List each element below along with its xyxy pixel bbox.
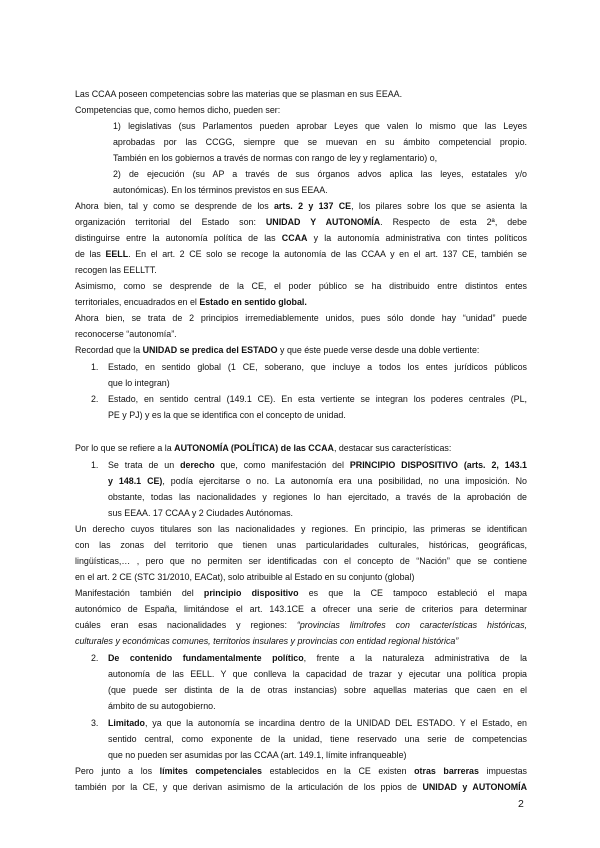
text-segment: , ya que la autonomía se incardina dentro de la UNIDAD DEL ESTADO. Y el Estado, en	[144, 718, 527, 728]
paragraph-line	[75, 102, 527, 118]
text-segment: UNIDAD Y AUTONOMÍA	[265, 217, 381, 227]
list-item-line	[108, 473, 527, 489]
text-segment: arts. 2 y 137 CE	[274, 201, 352, 211]
text-segment: Estado, en sentido global (1 CE, soberano, que incluye a todos los entes jurídicos públicos	[108, 362, 527, 372]
paragraph-line	[113, 166, 527, 182]
paragraph-line	[75, 198, 527, 214]
text-segment: Ahora bien, tal y como se desprende de los	[75, 201, 274, 211]
list-number: 1.	[91, 362, 99, 372]
text-segment: y que éste puede verse desde una doble vertiente:	[277, 345, 480, 355]
text-segment: UNIDAD y AUTONOMÍA	[422, 782, 527, 792]
text-segment: aprobadas por las CCGG, siempre que se muevan en su ámbito competencial propio.	[113, 137, 527, 147]
list-number: 2.	[91, 653, 99, 663]
text-segment: De contenido fundamentalmente político	[108, 653, 304, 663]
paragraph-line	[75, 262, 527, 278]
text-segment: , los pilares sobre los que se asienta la	[351, 201, 528, 211]
text-segment: sus EEAA. 17 CCAA y 2 Ciudades Autónomas.	[108, 508, 293, 518]
text-segment: que no pueden ser asumidas por las CCAA (art. 149.1, límite infranqueable)	[108, 750, 407, 760]
text-segment: otras barreras	[414, 766, 479, 776]
text-segment: derecho	[180, 460, 215, 470]
text-segment: Competencias que, como hemos dicho, pueden ser:	[75, 105, 281, 115]
paragraph-line	[75, 779, 527, 795]
list-item-line	[108, 505, 527, 521]
paragraph-line	[75, 230, 527, 246]
text-segment: Limitado	[108, 718, 145, 728]
paragraph-line	[75, 294, 527, 310]
text-segment: , podía ejercitarse o no. La autonomía era una posibilidad, no una imposición. No	[162, 476, 527, 486]
text-segment: . En el art. 2 CE solo se recoge la autonomía de las CCAA y en el art. 137 CE, también se	[128, 249, 527, 259]
text-segment: CCAA	[281, 233, 308, 243]
text-segment: distinguirse entre la autonomía política de las	[75, 233, 282, 243]
text-segment: AUTONOMÍA (POLÍTICA) de las CCAA	[174, 443, 334, 453]
paragraph-line	[75, 86, 527, 102]
text-segment: culturales y económicas comunes, territorios insulares y provincias con entidad regional histórica”	[75, 636, 459, 646]
text-segment: impuestas	[478, 766, 527, 776]
list-item-line	[108, 731, 527, 747]
list-number: 2.	[91, 394, 99, 404]
paragraph-line	[113, 134, 527, 150]
text-segment: Ahora bien, se trata de 2 principios irremediablemente unidos, pues sólo donde hay “unidad” puede	[75, 313, 527, 323]
text-segment: Se trata de un	[108, 460, 181, 470]
text-segment: EELL	[105, 249, 129, 259]
text-segment: UNIDAD se predica del ESTADO	[142, 345, 278, 355]
text-segment: PE y PJ) y es la que se identifica con el concepto de unidad.	[108, 410, 346, 420]
paragraph-line	[75, 633, 527, 649]
text-segment: reconocerse “autonomía”.	[75, 329, 177, 339]
paragraph-line	[75, 440, 527, 456]
text-segment: Por lo que se refiere a la	[75, 443, 175, 453]
paragraph-line	[75, 521, 527, 537]
text-segment: y la autonomía administrativa con tintes políticos	[307, 233, 527, 243]
list-item-line	[108, 650, 527, 666]
paragraph-line	[75, 569, 527, 585]
text-segment: principio dispositivo	[203, 588, 299, 598]
paragraph-line	[75, 763, 527, 779]
text-segment: Un derecho cuyos titulares son las nacionalidades y regiones. En principio, las primeras se identifican	[75, 524, 527, 534]
text-segment: en el art. 2 CE (STC 31/2010, EACat), solo atribuible al Estado en su conjunto (global)	[75, 572, 415, 582]
paragraph-line	[75, 537, 527, 553]
list-item-line	[108, 391, 527, 407]
text-segment: también por la CE, y que derivan asimismo de la articulación de los ppios de	[75, 782, 423, 792]
paragraph-line	[75, 310, 527, 326]
list-item-line	[108, 747, 527, 763]
text-segment: Estado en sentido global.	[199, 297, 307, 307]
text-segment: Asimismo, como se desprende de la CE, el poder público se ha distribuido entre distintos entes	[75, 281, 527, 291]
text-segment: ámbito de su autogobierno.	[108, 701, 216, 711]
text-segment: 2) de ejecución (su AP a través de sus órganos advos aplica las leyes, estatales y/o	[113, 169, 527, 179]
text-segment: , destacar sus características:	[333, 443, 452, 453]
list-number: 1.	[91, 460, 99, 470]
paragraph-line	[75, 585, 527, 601]
paragraph-line	[75, 601, 527, 617]
text-segment: También en los gobiernos a través de normas con rango de ley y reglamentario) o,	[113, 153, 438, 163]
text-segment: autonómicas). En los términos previstos en sus EEAA.	[113, 185, 328, 195]
text-segment: “provincias limítrofes con características históricas,	[296, 620, 527, 630]
text-segment: Recordad que la	[75, 345, 143, 355]
paragraph-line	[113, 182, 527, 198]
paragraph-line	[75, 326, 527, 342]
paragraph-line	[75, 278, 527, 294]
paragraph-line	[75, 342, 527, 358]
text-segment: y 148.1 CE)	[108, 476, 163, 486]
list-item-line	[108, 359, 527, 375]
paragraph-line	[75, 553, 527, 569]
text-segment: que lo integran)	[108, 378, 170, 388]
text-segment: territoriales, encuadrados en el	[75, 297, 200, 307]
text-segment: Estado, en sentido central (149.1 CE). En esta vertiente se integran los poderes centrales (PL,	[108, 394, 527, 404]
list-item-line	[108, 407, 527, 423]
page-number: 2	[518, 798, 524, 810]
text-segment: que, como manifestación del	[214, 460, 350, 470]
list-item-line	[108, 489, 527, 505]
list-item-line	[108, 715, 527, 731]
text-segment: de las	[75, 249, 106, 259]
text-segment: obstante, todas las nacionalidades y regiones lo han ejercitado, a través de la aprobación de	[108, 492, 527, 502]
text-segment: PRINCIPIO DISPOSITIVO (arts. 2, 143.1	[349, 460, 527, 470]
list-number: 3.	[91, 718, 99, 728]
list-item-line	[108, 682, 527, 698]
text-segment: Pero junto a los	[75, 766, 160, 776]
text-segment: Manifestación también del	[75, 588, 204, 598]
text-segment: organización territorial del Estado son:	[75, 217, 266, 227]
list-item-line	[108, 375, 527, 391]
text-segment: establecidos en la CE existen	[261, 766, 415, 776]
text-segment: , frente a la naturaleza administrativa de la	[303, 653, 527, 663]
text-segment: recogen las EELLTT.	[75, 265, 157, 275]
text-segment: cuáles eran esas nacionalidades y regiones:	[75, 620, 297, 630]
paragraph-line	[113, 150, 527, 166]
text-segment: (que puede ser distinta de la de otras instancias) sobre aquellas materias que caen en el	[108, 685, 527, 695]
text-segment: lingüísticas,… , pero que no permiten ser identificadas con el concepto de “Nación” que se contiene	[75, 556, 527, 566]
paragraph-line	[113, 118, 527, 134]
list-item-line	[108, 457, 527, 473]
text-segment: Las CCAA poseen competencias sobre las materias que se plasman en sus EEAA.	[75, 89, 403, 99]
text-segment: es que la CE tampoco estableció el mapa	[298, 588, 527, 598]
text-segment: límites competenciales	[159, 766, 262, 776]
paragraph-line	[75, 246, 527, 262]
text-segment: . Respecto de esta 2ª, debe	[380, 217, 527, 227]
list-item-line	[108, 666, 527, 682]
text-segment: sentido central, como exponente de la unidad, tiene reservado una serie de competencias	[108, 734, 527, 744]
text-segment: autonomía de las EELL. Y que conlleva la capacidad de trazar y ejecutar una política propia	[108, 669, 527, 679]
paragraph-line	[75, 617, 527, 633]
text-segment: 1) legislativas (sus Parlamentos pueden aprobar Leyes que valen lo mismo que las Leyes	[113, 121, 527, 131]
paragraph-line	[75, 214, 527, 230]
text-segment: con las zonas del territorio que tienen unas particularidades culturales, históricas, geográficas,	[75, 540, 527, 550]
list-item-line	[108, 698, 527, 714]
text-segment: autonómico de España, limitándose el art. 143.1CE a ofrecer una serie de criterios para determinar	[75, 604, 527, 614]
